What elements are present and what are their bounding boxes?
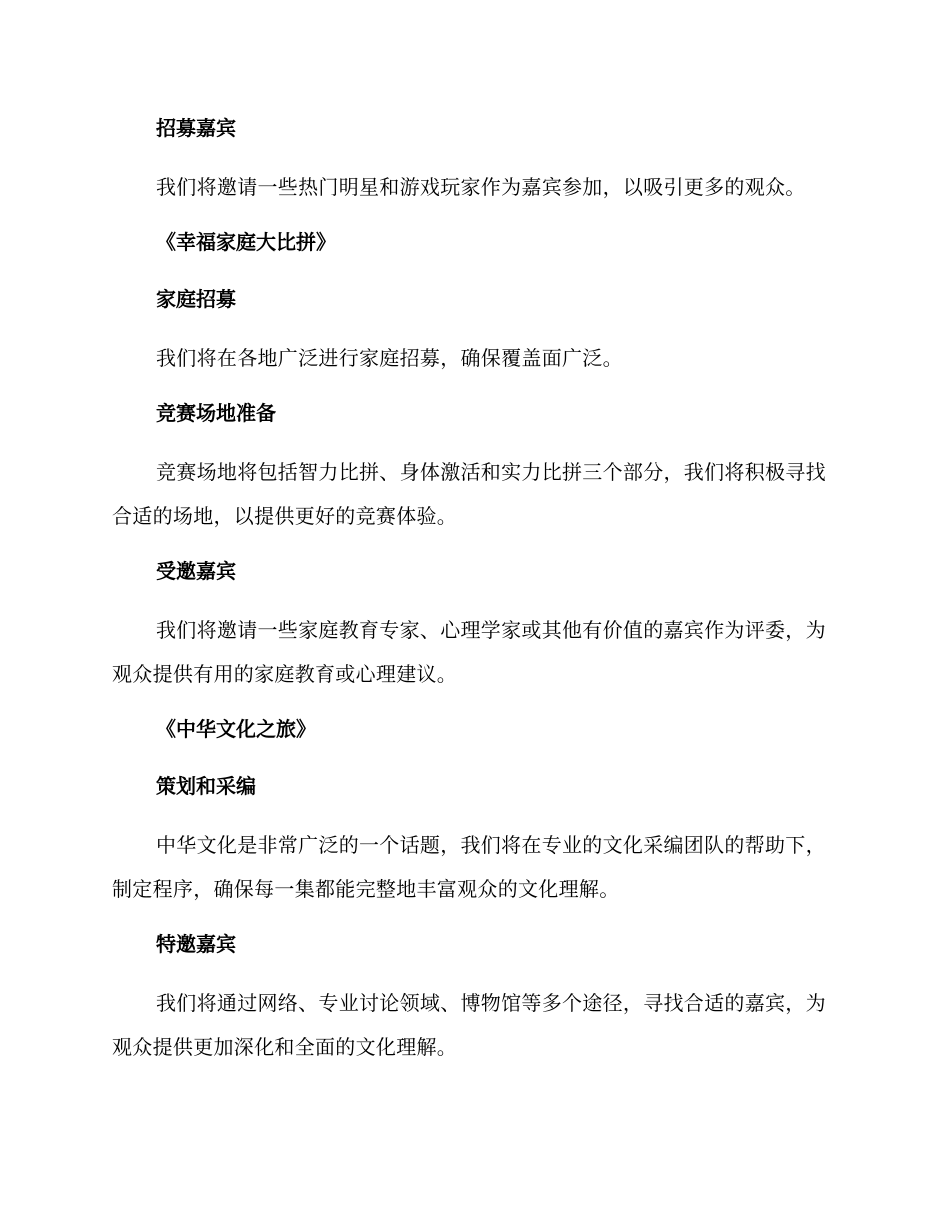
section-heading-family-recruitment: 家庭招募 [156, 287, 236, 311]
paragraph-special-guests: 我们将通过网络、专业讨论领域、博物馆等多个途径，寻找合适的嘉宾，为观众提供更加深化和全面的文化理解。 [112, 991, 826, 1059]
program-title-chinese-culture: 《中华文化之旅》 [156, 717, 316, 741]
paragraph-planning-editing: 中华文化是非常广泛的一个话题，我们将在专业的文化采编团队的帮助下，制定程序，确保每一集都能完整地丰富观众的文化理解。 [112, 833, 826, 901]
paragraph-guest-recruitment: 我们将邀请一些热门明星和游戏玩家作为嘉宾参加，以吸引更多的观众。 [156, 175, 806, 199]
section-heading-invited-guests: 受邀嘉宾 [156, 559, 236, 583]
section-heading-special-guests: 特邀嘉宾 [156, 932, 236, 956]
program-title-happy-family: 《幸福家庭大比拼》 [156, 230, 336, 254]
paragraph-invited-guests: 我们将邀请一些家庭教育专家、心理学家或其他有价值的嘉宾作为评委，为观众提供有用的家庭教育或心理建议。 [112, 618, 826, 686]
document-page [112, 108, 832, 1082]
section-heading-venue-preparation: 竞赛场地准备 [156, 401, 276, 425]
paragraph-family-recruitment: 我们将在各地广泛进行家庭招募，确保覆盖面广泛。 [156, 346, 623, 370]
section-heading-guest-recruitment: 招募嘉宾 [156, 116, 236, 140]
section-heading-planning-editing: 策划和采编 [156, 774, 256, 798]
paragraph-venue-preparation: 竞赛场地将包括智力比拼、身体激活和实力比拼三个部分，我们将积极寻找合适的场地，以提供更好的竞赛体验。 [112, 460, 826, 528]
